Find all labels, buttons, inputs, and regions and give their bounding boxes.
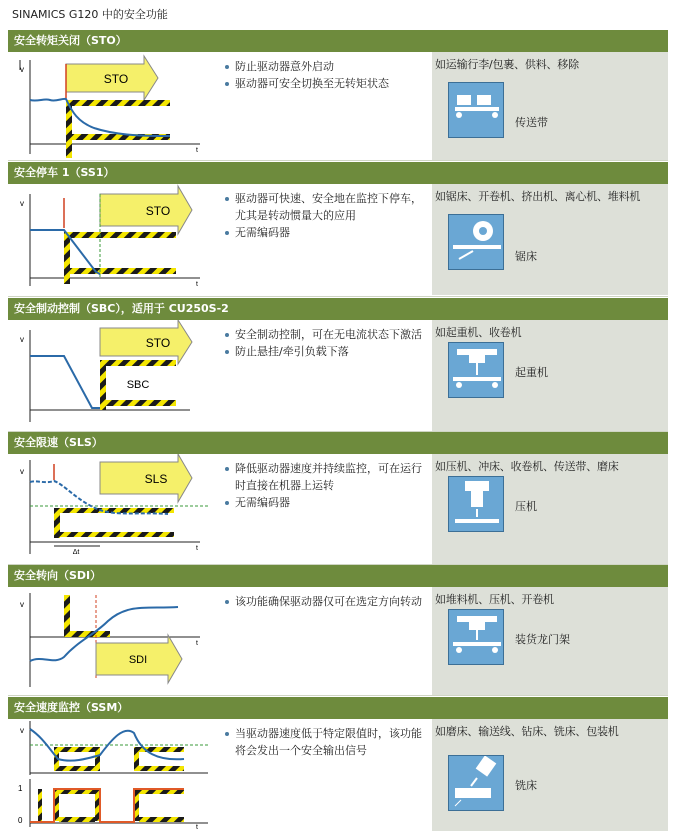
bullet: 安全制动控制，可在无电流状态下激活 xyxy=(222,326,432,343)
section-sls xyxy=(8,432,668,564)
application-label: 压机 xyxy=(515,500,537,513)
section-ssm xyxy=(8,697,668,831)
section-sbc xyxy=(8,298,668,431)
svg-text:v: v xyxy=(20,467,24,476)
fig-label-dt: Δt xyxy=(72,549,80,556)
application-panel xyxy=(432,184,668,295)
bullet: 该功能确保驱动器仅可在选定方向转动 xyxy=(222,593,432,610)
fig-label-sto: STO xyxy=(145,204,171,218)
section-header: 安全转向（SDI） xyxy=(8,565,668,587)
fig-label-sbc: SBC xyxy=(126,379,150,391)
application-panel xyxy=(432,719,668,831)
section-header: 安全转矩关闭（STO） xyxy=(8,30,668,52)
bullet: 防止驱动器意外启动 xyxy=(222,58,432,75)
application-label: 传送带 xyxy=(515,116,548,129)
bullet: 无需编码器 xyxy=(222,494,432,511)
section-header: 安全停车 1（SS1） xyxy=(8,162,668,184)
bullet: 驱动器可安全切换至无转矩状态 xyxy=(222,75,432,92)
fig-label-sls: SLS xyxy=(144,472,168,486)
gantry-icon xyxy=(448,609,504,665)
application-text: 如磨床、输送线、钻床、铣床、包装机 xyxy=(435,725,619,738)
application-label: 装货龙门架 xyxy=(515,633,570,646)
conveyor-icon xyxy=(448,82,504,138)
svg-text:t: t xyxy=(196,545,198,552)
svg-text:v: v xyxy=(20,335,24,344)
page-title: SINAMICS G120 中的安全功能 xyxy=(12,8,168,21)
application-text: 如运输行李/包裹、供料、移除 xyxy=(435,58,579,71)
application-label: 铣床 xyxy=(515,779,537,792)
fig-label-sto: STO xyxy=(145,336,171,350)
svg-text:v: v xyxy=(20,726,24,735)
signal-high-label: 1 xyxy=(18,784,23,793)
ssm-diagram xyxy=(8,719,220,833)
section-ss1 xyxy=(8,162,668,295)
fig-label-sto: STO xyxy=(103,72,129,86)
section-sto xyxy=(8,30,668,160)
svg-text:t: t xyxy=(196,640,198,647)
ssm-description xyxy=(222,719,432,759)
application-label: 锯床 xyxy=(515,250,537,263)
svg-text:t: t xyxy=(196,281,198,288)
application-panel xyxy=(432,320,668,431)
sdi-description xyxy=(222,587,432,610)
section-header: 安全限速（SLS） xyxy=(8,432,668,454)
sto-diagram xyxy=(8,52,220,164)
sbc-description xyxy=(222,320,432,360)
application-label: 起重机 xyxy=(515,366,548,379)
t-axis-label: t xyxy=(196,147,198,154)
sbc-diagram xyxy=(8,320,220,434)
application-text: 如起重机、收卷机 xyxy=(435,326,522,339)
bullet: 当驱动器速度低于特定限值时，该功能将会发出一个安全输出信号 xyxy=(222,725,432,759)
divider xyxy=(8,431,668,432)
application-panel xyxy=(432,52,668,160)
crane-icon xyxy=(448,342,504,398)
bullet: 降低驱动器速度并持续监控，可在运行时直接在机器上运转 xyxy=(222,460,432,494)
sdi-diagram xyxy=(8,587,220,699)
svg-text:t: t xyxy=(196,824,198,831)
application-panel xyxy=(432,587,668,695)
application-text: 如堆料机、压机、开卷机 xyxy=(435,593,554,606)
ss1-diagram xyxy=(8,184,220,298)
sls-description xyxy=(222,454,432,511)
bullet: 驱动器可快速、安全地在监控下停车，尤其是转动惯量大的应用 xyxy=(222,190,432,224)
svg-text:v: v xyxy=(20,199,24,208)
section-header: 安全速度监控（SSM） xyxy=(8,697,668,719)
section-sdi xyxy=(8,565,668,695)
application-text: 如锯床、开卷机、挤出机、离心机、堆料机 xyxy=(435,190,641,203)
application-panel xyxy=(432,454,668,564)
milling-icon xyxy=(448,755,504,811)
v-axis-label: v xyxy=(20,65,24,74)
ss1-description xyxy=(222,184,432,241)
application-text: 如压机、冲床、收卷机、传送带、磨床 xyxy=(435,460,619,473)
bullet: 无需编码器 xyxy=(222,224,432,241)
saw-icon xyxy=(448,214,504,270)
divider xyxy=(8,695,668,696)
section-header: 安全制动控制（SBC），适用于 CU250S-2 xyxy=(8,298,668,320)
divider xyxy=(8,160,668,161)
press-icon xyxy=(448,476,504,532)
svg-text:v: v xyxy=(20,600,24,609)
sls-diagram xyxy=(8,454,220,568)
divider xyxy=(8,296,668,297)
sto-description xyxy=(222,52,432,92)
bullet: 防止悬挂/牵引负载下落 xyxy=(222,343,432,360)
signal-low-label: 0 xyxy=(18,816,23,825)
fig-label-sdi: SDI xyxy=(128,654,148,666)
divider xyxy=(8,564,668,565)
